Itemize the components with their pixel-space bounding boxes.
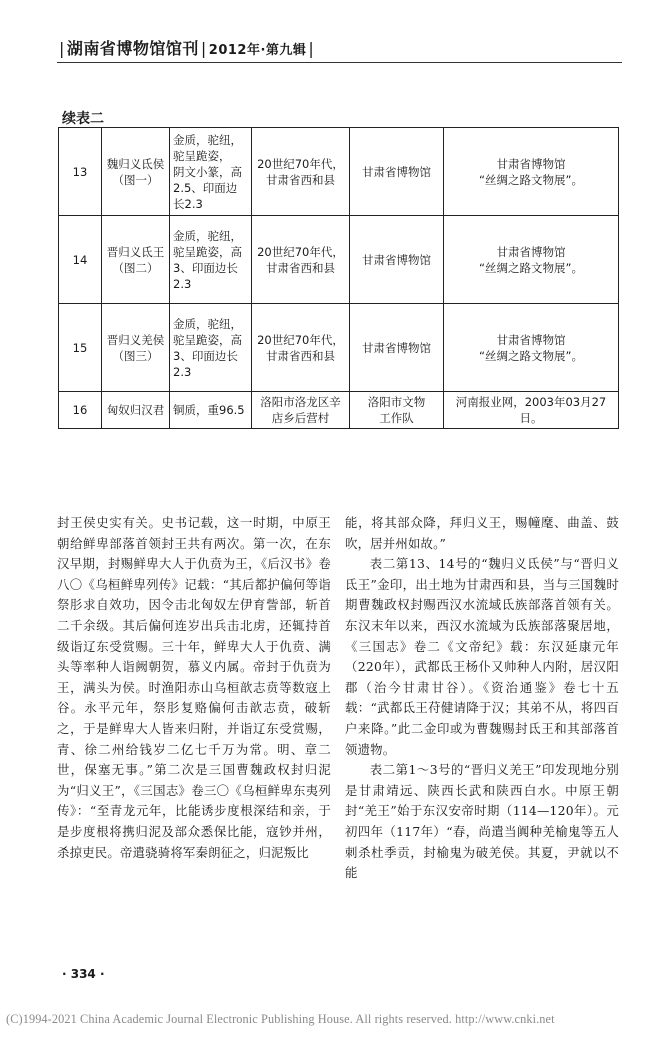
cell-line: 金质，驼纽， xyxy=(173,228,242,243)
cell-no: 15 xyxy=(59,304,102,392)
cell-no: 14 xyxy=(59,216,102,304)
cell-line: 晋归义羌侯 xyxy=(106,332,165,347)
table-row xyxy=(59,304,619,392)
cell-line: 魏归义氐侯 xyxy=(106,156,165,171)
cell-line: 甘肃省博物馆 xyxy=(496,244,566,259)
cell-line: 甘肃省博物馆 xyxy=(496,156,566,171)
header-bar-right: | xyxy=(308,39,315,58)
cell-line: （图二） xyxy=(112,260,159,275)
relics-table xyxy=(58,127,619,429)
cell-holder xyxy=(350,216,444,304)
cell-line: （图一） xyxy=(112,172,159,187)
cell-holder xyxy=(350,392,444,429)
cell-found xyxy=(252,128,350,216)
cell-line: “丝绸之路文物展”。 xyxy=(479,348,583,363)
paragraph: 表二第1～3号的“晋归义羌王”印发现地分别是甘肃靖远、陕西长武和陕西白水。中原王朝封“羌王”始于东汉安帝时期（114—120年）。元初四年（117年）“春，尚遣当阗种羌榆鬼等五人刺杀杜季贡，封榆鬼为破羌侯。其夏，尹就以不能 xyxy=(345,762,619,881)
cell-name xyxy=(102,128,170,216)
cell-line: 3、印面边长 xyxy=(173,348,238,363)
cell-line: 驼呈跪姿，高 xyxy=(173,332,242,347)
cell-line: 铜质，重96.5 xyxy=(173,403,245,417)
cell-no: 16 xyxy=(59,392,102,429)
cell-holder xyxy=(350,128,444,216)
running-header xyxy=(57,36,316,59)
cell-line: 甘肃省博物馆 xyxy=(362,252,431,267)
cell-holder xyxy=(350,304,444,392)
table-row xyxy=(59,216,619,304)
cell-line: 阴文小篆，高 xyxy=(173,164,242,179)
cell-line: 20世纪70年代， xyxy=(257,332,344,347)
continued-table-label: 续表二 xyxy=(62,111,104,127)
cell-line: 金质，驼纽， xyxy=(173,132,242,147)
cell-line: 2.3 xyxy=(173,364,192,379)
cell-line: 驼呈跪姿， xyxy=(173,148,231,163)
header-rule xyxy=(57,62,622,63)
paragraph: 能，将其部众降，拜归义王，赐幢麾、曲盖、鼓吹，居并州如故。” xyxy=(345,515,619,551)
cell-line: 甘肃省西和县 xyxy=(266,172,335,187)
issue-label: 2012年·第九辑 xyxy=(208,43,307,58)
cell-name xyxy=(102,304,170,392)
cell-line: 甘肃省博物馆 xyxy=(362,164,431,179)
cell-desc xyxy=(170,128,252,216)
cell-line: 长2.3 xyxy=(173,196,203,211)
cell-line: 甘肃省博物馆 xyxy=(496,332,566,347)
cell-line: 河南报业网，2003年03月27日。 xyxy=(455,395,607,425)
cell-line: 洛阳市洛龙区辛 xyxy=(260,395,341,409)
cell-name xyxy=(102,392,170,429)
cell-source xyxy=(444,304,619,392)
cell-found xyxy=(252,216,350,304)
cell-line: 2.5、印面边 xyxy=(173,180,238,195)
cell-source xyxy=(444,128,619,216)
cell-line: 甘肃省西和县 xyxy=(266,348,335,363)
body-column-left xyxy=(57,513,331,863)
cell-line: 洛阳市文物 xyxy=(367,395,426,409)
journal-title: 湖南省博物馆馆刊 xyxy=(66,39,199,58)
body-column-right xyxy=(345,513,619,884)
cell-desc xyxy=(170,216,252,304)
header-bar-left: | xyxy=(59,39,65,58)
table-row xyxy=(59,128,619,216)
cell-line: “丝绸之路文物展”。 xyxy=(479,172,583,187)
page-number: · 334 · xyxy=(62,967,105,981)
cell-line: 金质，驼纽， xyxy=(173,316,242,331)
cell-found xyxy=(252,304,350,392)
copyright-footer: (C)1994-2021 China Academic Journal Electronic Publishing House. All rights reserved. http://www.cnki.net xyxy=(6,1012,555,1026)
cell-line: 店乡后营村 xyxy=(271,411,330,425)
cell-line: “丝绸之路文物展”。 xyxy=(479,260,583,275)
cell-no: 13 xyxy=(59,128,102,216)
cell-desc xyxy=(170,304,252,392)
cell-line: 晋归义氐王 xyxy=(106,244,165,259)
paragraph: 表二第13、14号的“魏归义氐侯”与“晋归义氐王”金印，出土地为甘肃西和县，当与三国魏时期曹魏政权封赐西汉水流域氐族部落首领有关。东汉末年以来，西汉水流域为氐族部落聚居地，《三国志》卷二《文帝纪》载：东汉延康元年（220年），武都氐王杨仆又帅种人内附，居汉阳郡（治今甘肃甘谷）。《资治通鉴》卷七十五载：“武都氐王苻健请降于汉；其弟不从，将四百户来降。”此二金印或为曹魏赐封氐王和其部落首领遗物。 xyxy=(345,556,619,757)
cell-line: 甘肃省博物馆 xyxy=(362,340,431,355)
paragraph: 封王侯史实有关。史书记载，这一时期，中原王朝给鲜卑部落首领封王共有两次。第一次，在东汉早期，封赐鲜卑大人于仇贲为王，《后汉书》卷八〇《乌桓鲜卑列传》记载：“其后都护偏何等诣祭肜求自效功，因令击北匈奴左伊育訾部，斩首二千余级。其后偏何连岁出兵击北虏，还辄持首级诣辽东受赏赐。三十年，鲜卑大人于仇贲、满头等率种人诣阙朝贺，慕义内属。帝封于仇贲为王，满头为侯。时渔阳赤山乌桓歆志贲等数寇上谷。永平元年，祭肜复赂偏何击歆志贲，破斩之，于是鲜卑大人皆来归附，并诣辽东受赏赐，青、徐二州给钱岁二亿七千万为常。明、章二世，保塞无事。”第二次是三国曹魏政权封归泥为“归义王”，《三国志》卷三〇《乌桓鲜卑东夷列传》：“至青龙元年，比能诱步度根深结和亲，于是步度根将携归泥及部众悉保比能，寇钞并州，杀掠吏民。帝遣骁骑将军秦朗征之，归泥叛比 xyxy=(57,515,331,860)
cell-line: 20世纪70年代， xyxy=(257,156,344,171)
header-bar-mid: | xyxy=(200,39,207,58)
cell-line: （图三） xyxy=(112,348,159,363)
cell-line: 甘肃省西和县 xyxy=(266,260,335,275)
table-row xyxy=(59,392,619,429)
cell-line: 3、印面边长 xyxy=(173,260,238,275)
cell-found xyxy=(252,392,350,429)
cell-line: 驼呈跪姿，高 xyxy=(173,244,242,259)
cell-name xyxy=(102,216,170,304)
cell-line: 匈奴归汉君 xyxy=(106,403,165,417)
cell-line: 2.3 xyxy=(173,276,192,291)
cell-source xyxy=(444,392,619,429)
cell-line: 工作队 xyxy=(379,411,414,425)
cell-desc xyxy=(170,392,252,429)
cell-line: 20世纪70年代， xyxy=(257,244,344,259)
cell-source xyxy=(444,216,619,304)
